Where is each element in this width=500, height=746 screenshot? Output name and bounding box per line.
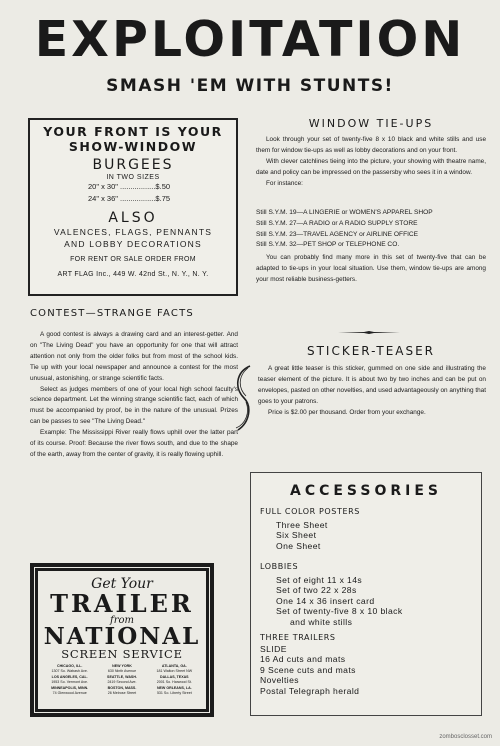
rent-line-1: FOR RENT OR SALE ORDER FROM [70, 256, 196, 263]
window-body-2 [256, 253, 486, 286]
list-item: Still S.Y.M. 19—A LINGERIE or WOMEN'S APPAREL SHOP [256, 209, 433, 216]
office-item: MINNEAPOLIS, MINN. 74 Glenwood Avenue [51, 686, 89, 695]
trailers-block [260, 633, 359, 696]
trailer-ad [30, 563, 214, 717]
list-item: Six Sheet [276, 530, 317, 541]
contest-heading: CONTEST—STRANGE FACTS [30, 308, 194, 319]
trailer-national: NATIONAL [43, 623, 201, 650]
office-item: SEATTLE, WASH. 2419 Second Ave. [107, 675, 137, 684]
contest-body [30, 330, 238, 461]
office-item: BOSTON, MASS. 26 Melrose Street [107, 686, 137, 695]
window-paragraph-1: Look through your set of twenty-five 8 x 10 black and white stills and use them for window tie-ups as well as lobby decorations and on your front. [256, 136, 486, 154]
valences-line-1: VALENCES, FLAGS, PENNANTS [53, 227, 213, 237]
burgee-price-1: 20" x 30" .................$.50 [88, 182, 171, 191]
accessories-title: ACCESSORIES [289, 483, 443, 499]
window-tieup-list [256, 208, 486, 251]
office-item: LOS ANGELES, CAL. 1953 So. Vermont Ave. [51, 675, 89, 684]
sticker-paragraph-2: Price is $2.00 per thousand. Order from your exchange. [268, 408, 426, 416]
list-item: Novelties [260, 675, 299, 686]
list-item: Still S.Y.M. 32—PET SHOP or TELEPHONE CO. [256, 241, 400, 249]
office-list [35, 661, 209, 698]
rent-line-2: ART FLAG Inc., 449 W. 42nd St., N. Y., N. Y. [57, 271, 209, 278]
page-title: EXPLOITATION [34, 11, 466, 68]
contest-paragraph-2: Select as judges members of one of your local high school faculty's science department. Let the winning strange scientific fact, each of which must be accompanied by proof, be in the nature of the unusual. Prizes can be passes to see "The Living Dead." [30, 385, 238, 426]
accessories-box [250, 472, 482, 716]
trailer-screen-service: SCREEN SERVICE [61, 647, 183, 661]
office-item: CHICAGO, ILL. 1307 So. Wabash Ave. [51, 664, 88, 673]
sizes-note: IN TWO SIZES [106, 174, 160, 181]
trailer-from: from [110, 615, 134, 626]
window-body [256, 135, 486, 190]
trailers-heading: THREE TRAILERS [260, 633, 336, 642]
list-item: 9 Scene cuts and mats [260, 664, 356, 675]
posters-heading: FULL COLOR POSTERS [260, 507, 360, 516]
show-window-box [28, 118, 238, 296]
list-item: One 14 x 36 insert card [276, 595, 375, 606]
list-item: SLIDE [260, 644, 287, 654]
squiggle-ornament [230, 362, 256, 434]
source-credit: zombosclosset.com [439, 734, 492, 740]
window-paragraph-3: For instance: [266, 179, 303, 187]
window-paragraph-4: You can probably find many more in this set of twenty-five that can be adapted to tie-ups in your local situation. Use them, window tie-ups are among your most reliable business-getters. [256, 254, 486, 283]
contest-paragraph-3: Example: The Mississippi River really flows uphill over the latter part of its course. Proof: Because the river flows south, and due to the shape of the earth, away from the center of gravity, it is really flowing uphill. [30, 429, 238, 458]
office-item: DALLAS, TEXAS 2001 So. Harwood St. [156, 675, 192, 684]
list-item: Postal Telegraph herald [260, 685, 360, 696]
office-item: ATLANTA, GA. 181 Walton Street NW [156, 664, 193, 673]
sticker-paragraph-1: A great little teaser is this sticker, gummed on one side and illustrating the teaser element of the picture. It is about two by two inches and can be put on envelopes, pasted on other novelties, and used advantageously on anything that goes to your patrons. [258, 365, 486, 405]
lobbies-block [260, 562, 403, 627]
window-paragraph-2: With clever catchlines tieing into the picture, your showing with theatre name, date and policy can be impressed on the passersby who sees it in a window. [256, 157, 486, 176]
list-item: One Sheet [276, 540, 321, 551]
posters-block [260, 507, 360, 551]
list-item: Still S.Y.M. 23—TRAVEL AGENCY or AIRLINE OFFICE [256, 230, 419, 238]
show-window-title-2: SHOW-WINDOW [68, 139, 198, 154]
office-item: NEW ORLEANS, LA. 531 So. Liberty Street [156, 686, 192, 695]
contest-paragraph-1: A good contest is always a drawing card and an interest-getter. And on "The Living Dead" you have an opportunity for one that will attract attention not only from the older folks but from most of the school kids. Tie up with your local newspaper and announce a contest for the most unusual, astonishing, or strange scientific facts. [30, 331, 238, 382]
trailer-word: TRAILER [50, 589, 194, 618]
trailer-get-your: Get Your [91, 576, 153, 592]
list-item: Still S.Y.M. 27—A RADIO or A RADIO SUPPLY STORE [256, 219, 418, 227]
list-item: Set of twenty-five 8 x 10 black [276, 606, 403, 617]
valences-line-2: AND LOBBY DECORATIONS [64, 239, 202, 249]
list-item: Set of eight 11 x 14s [276, 575, 363, 585]
page-subtitle: SMASH 'EM WITH STUNTS! [106, 76, 394, 96]
sticker-body [258, 364, 486, 419]
list-item: Set of two 22 x 28s [276, 585, 357, 596]
also-heading: ALSO [108, 210, 158, 226]
sticker-heading: STICKER-TEASER [306, 344, 436, 358]
ornament-divider [338, 331, 400, 334]
window-heading: WINDOW TIE-UPS [308, 117, 434, 130]
list-item: 16 Ad cuts and mats [260, 654, 346, 665]
office-item: NEW YORK 630 Ninth Avenue [107, 664, 137, 673]
list-item: and white stills [290, 616, 353, 627]
show-window-title-1: YOUR FRONT IS YOUR [43, 124, 223, 139]
trailer-ad-inner [34, 567, 210, 713]
burgees-heading: BURGEES [92, 157, 174, 173]
lobbies-heading: LOBBIES [260, 562, 299, 571]
burgee-price-2: 24" x 36" .................$.75 [88, 194, 171, 203]
list-item: Three Sheet [276, 520, 328, 530]
